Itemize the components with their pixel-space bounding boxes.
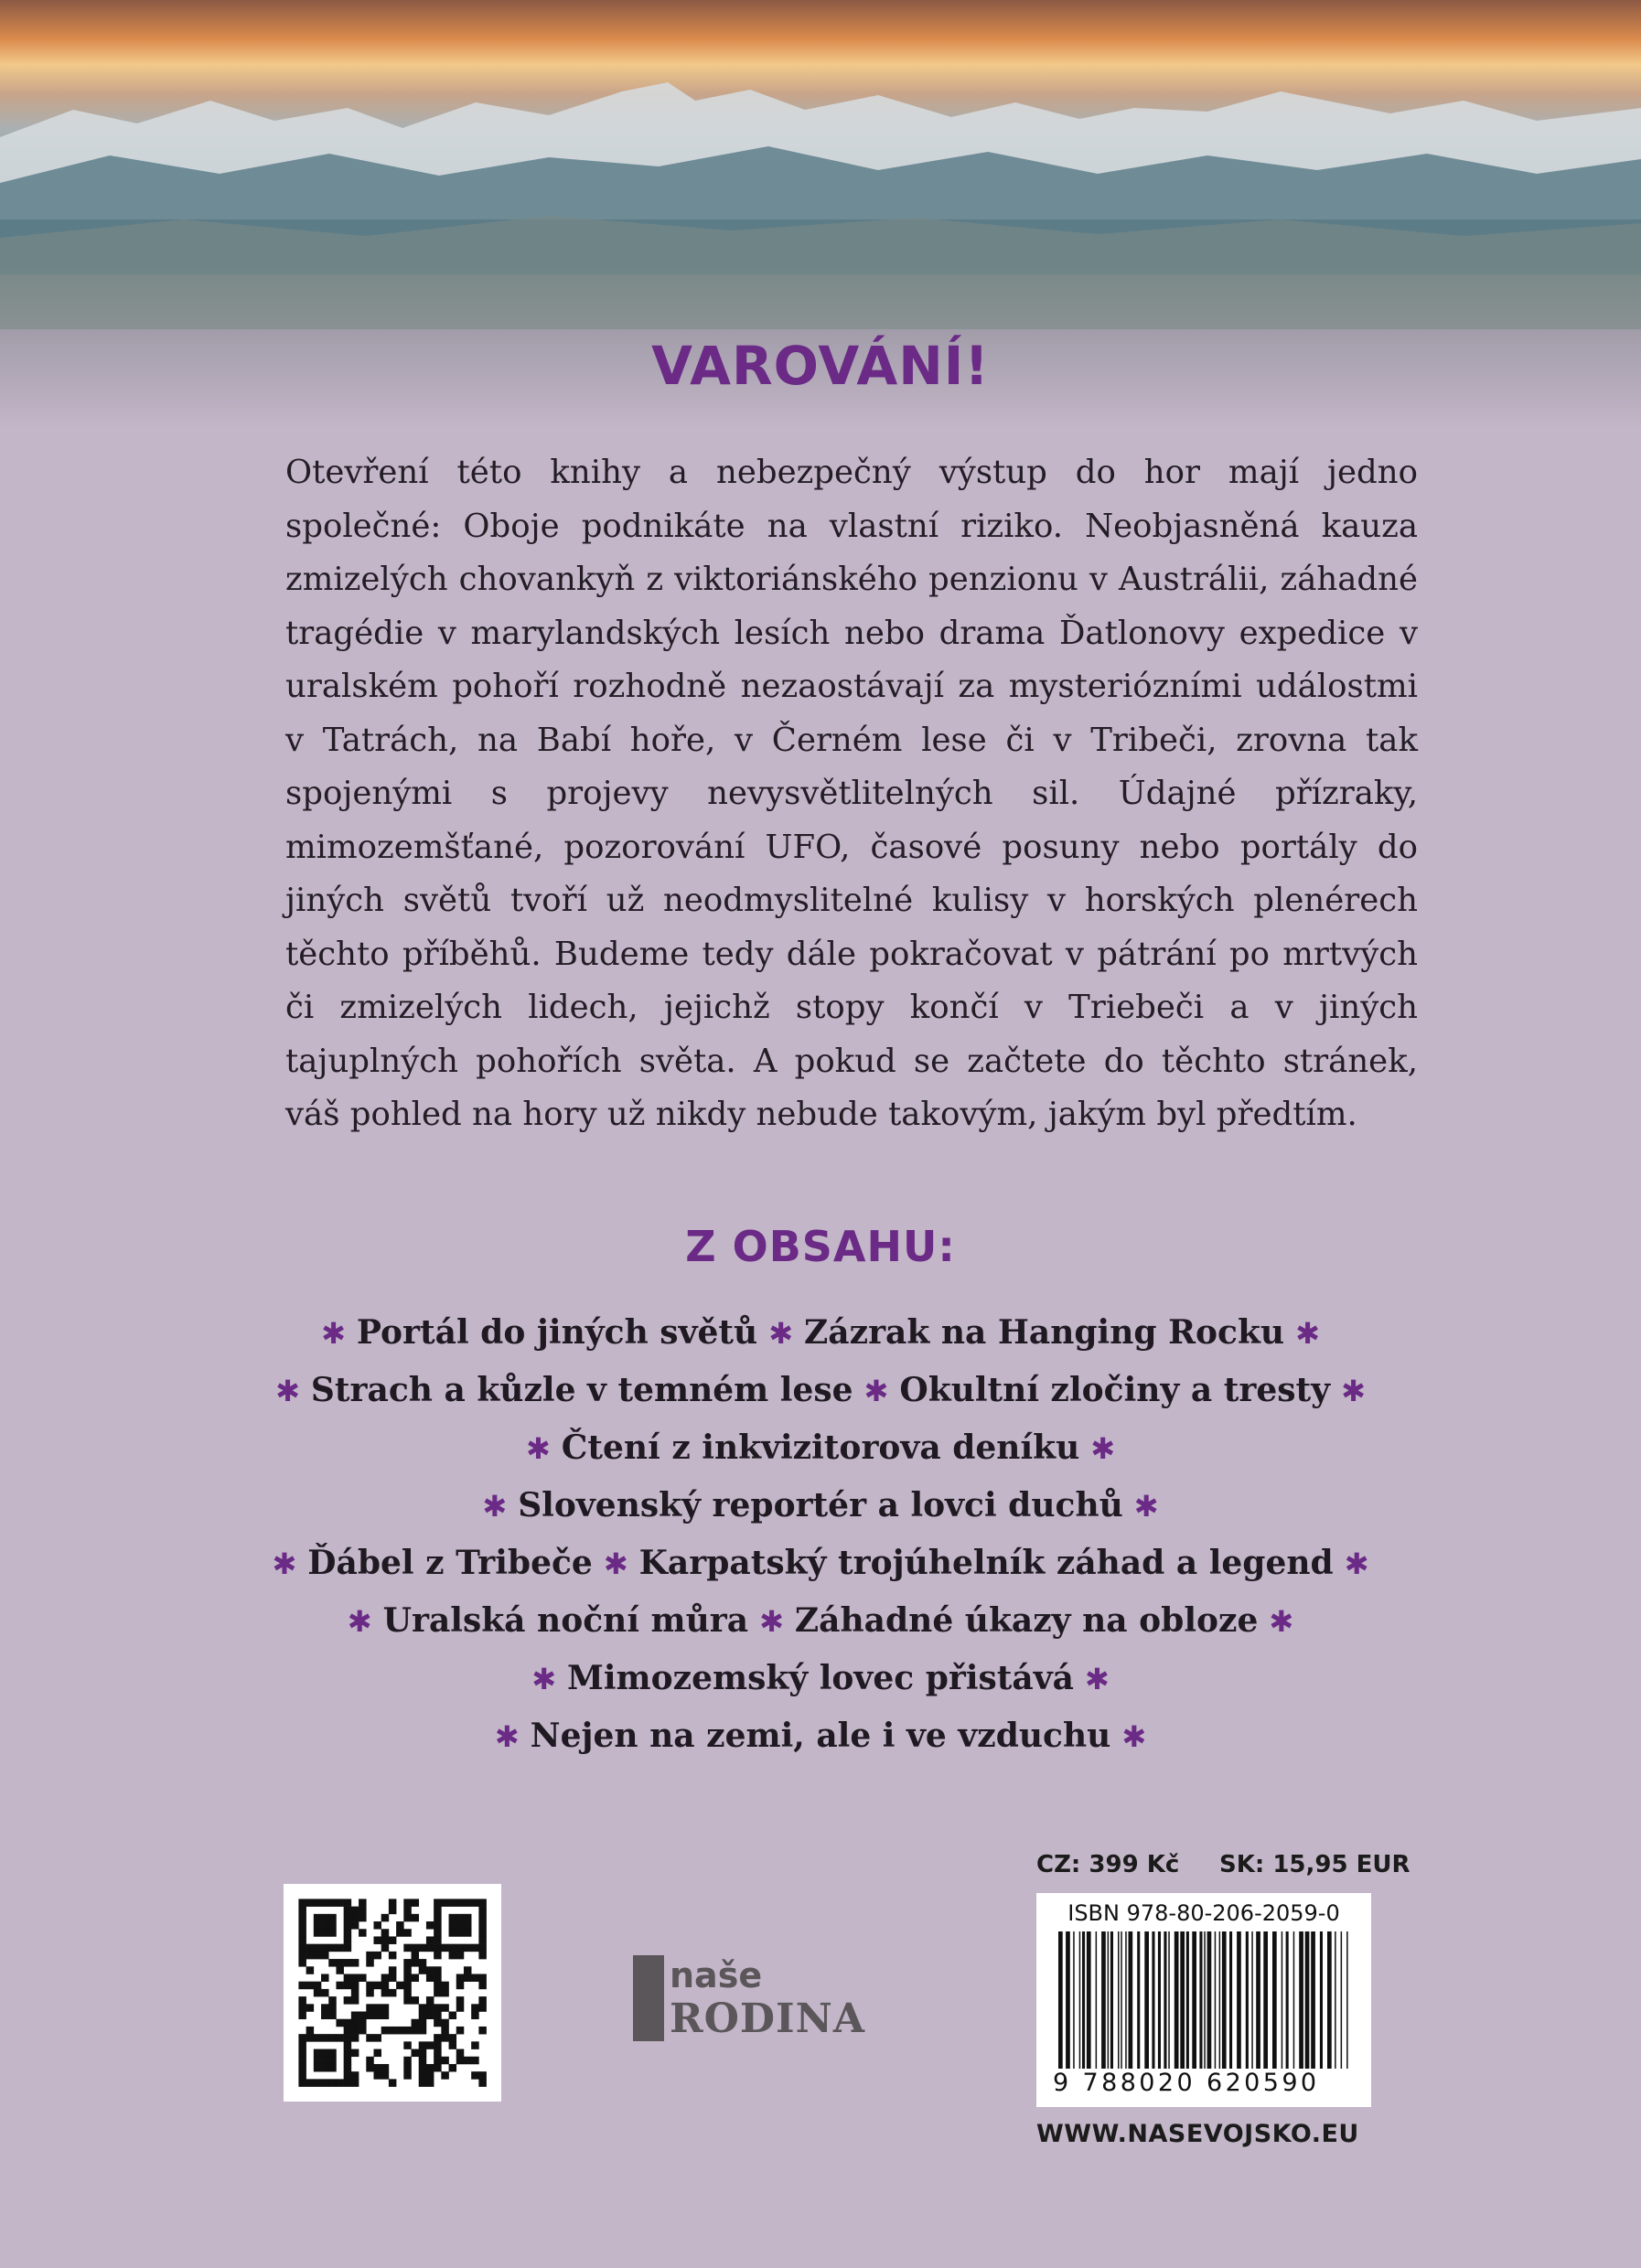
asterisk-icon: ✱ [1133,1489,1159,1524]
asterisk-icon: ✱ [494,1719,520,1754]
asterisk-icon: ✱ [1344,1546,1369,1581]
publisher-logo [633,1955,907,2047]
asterisk-icon: ✱ [482,1489,508,1524]
contents-row [0,1707,1641,1765]
logo-mark-icon [633,1955,664,2041]
asterisk-icon: ✱ [1084,1662,1110,1696]
asterisk-icon: ✱ [1121,1719,1147,1754]
contents-item: Uralská noční můra [382,1601,749,1640]
contents-title: Z OBSAHU: [685,1222,956,1271]
contents-row [0,1419,1641,1477]
contents-item: Slovenský reportér a lovci duchů [518,1486,1123,1524]
asterisk-icon: ✱ [1295,1316,1320,1351]
contents-item: Čtení z inkvizitorova deníku [561,1428,1080,1467]
barcode-digits: 9 788020 620590 [1053,2069,1320,2097]
asterisk-icon: ✱ [1341,1374,1366,1408]
publisher-line2: RODINA [670,1995,865,2042]
price-cz: CZ: 399 Kč [1036,1851,1180,1878]
publisher-line1: naše [670,1955,763,1995]
contents-item: Záhadné úkazy na obloze [794,1601,1259,1640]
isbn-label: ISBN 978-80-206-2059-0 [1067,1900,1340,1926]
qr-code-icon [284,1884,501,2102]
asterisk-icon: ✱ [272,1546,297,1581]
asterisk-icon: ✱ [768,1316,794,1351]
asterisk-icon: ✱ [759,1604,784,1639]
asterisk-icon: ✱ [1090,1431,1116,1466]
blurb-paragraph: Otevření této knihy a nebezpečný výstup do hor mají jedno společné: Oboje podnikáte na vlastní riziko. Neobjasněná kauza zmizelých chovankyň z viktoriánského penzionu v Austrálii, záhadné tragédie v marylandských lesích nebo drama Ďatlonovy expedice v uralském pohoří rozhodně nezaostávají za mysteriózními událostmi v Tatrách, na Babí hoře, v Černém lese či v Tribeči, zrovna tak spojenými s projevy nevysvětlitelných sil. Údajné přízraky, mimozemšťané, pozorování UFO, časové posuny nebo portály do jiných světů tvoří už neodmyslitelné kulisy v horských plenérech těchto příběhů. Budeme tedy dále pokračovat v pátrání po mrtvých či zmizelých lidech, jejichž stopy končí v Triebeči a v jiných tajuplných pohořích světa. A pokud se začtete do těchto stránek, váš pohled na hory už nikdy nebude takovým, jakým byl předtím. [285,454,1418,1133]
contents-row [0,1535,1641,1592]
contents-row [0,1304,1641,1362]
barcode-box [1036,1893,1371,2107]
contents-item: Zázrak na Hanging Rocku [804,1313,1285,1352]
contents-item: Strach a kůzle v temném lese [310,1371,853,1409]
asterisk-icon: ✱ [347,1604,372,1639]
contents-item: Okultní zločiny a tresty [899,1371,1331,1409]
warning-title: VAROVÁNÍ! [651,335,990,397]
contents-item: Ďábel z Tribeče [307,1544,593,1582]
contents-row [0,1592,1641,1650]
barcode-icon [1053,1931,1355,2069]
contents-item: Mimozemský lovec přistává [567,1659,1074,1697]
asterisk-icon: ✱ [531,1662,556,1696]
asterisk-icon: ✱ [321,1316,346,1351]
contents-item: Nejen na zemi, ale i ve vzduchu [530,1717,1111,1755]
contents-list [0,1304,1641,1765]
contents-item: Karpatský trojúhelník záhad a legend [638,1544,1334,1582]
website-url: WWW.NASEVOJSKO.EU [1036,2120,1359,2148]
contents-row [0,1362,1641,1419]
asterisk-icon: ✱ [525,1431,551,1466]
asterisk-icon: ✱ [603,1546,628,1581]
asterisk-icon: ✱ [863,1374,889,1408]
contents-row [0,1650,1641,1707]
asterisk-icon: ✱ [275,1374,300,1408]
contents-item: Portál do jiných světů [356,1313,758,1352]
contents-row [0,1477,1641,1535]
price-sk: SK: 15,95 EUR [1219,1851,1410,1878]
asterisk-icon: ✱ [1269,1604,1294,1639]
